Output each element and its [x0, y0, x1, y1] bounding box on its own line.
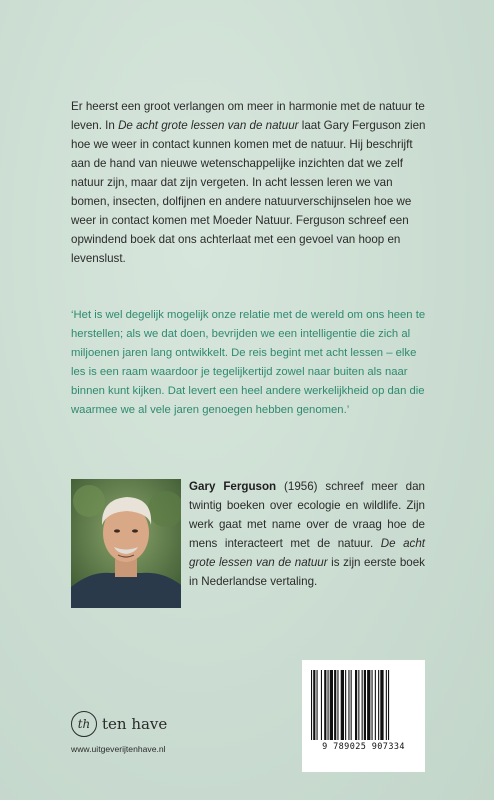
- author-photo: [71, 479, 181, 608]
- publisher-url[interactable]: www.uitgeverijtenhave.nl: [71, 744, 166, 754]
- blurb-text-1: Er heerst een groot verlangen om meer in harmonie met de natuur te leven. In: [71, 100, 425, 132]
- author-bio: [189, 477, 425, 591]
- blurb-text-2: laat Gary Ferguson zien hoe we weer in contact kunnen komen met de natuur. Hij beschrijft aan de hand van nieuwe wetenschappelijke inzichten dat we zelf natuur zijn, maar dat zijn vergeten. In acht lessen leren we van bomen, insecten, dolfijnen en andere natuurverschijnselen hoe we weer in contact komen met Moeder Natuur. Ferguson schreef een opwindend boek dat ons achterlaat met een gevoel van hoop en levenslust.: [71, 119, 426, 265]
- bio-text-2: is zijn eerste boek in Nederlandse vertaling.: [189, 556, 425, 588]
- publisher-name: ten have: [102, 715, 168, 733]
- author-name: Gary Ferguson: [189, 480, 277, 493]
- back-cover-blurb: [71, 97, 427, 268]
- publisher-logo: [71, 710, 167, 738]
- bio-book-title: De acht grote lessen van de natuur: [189, 537, 425, 569]
- barcode-bars-icon: [311, 670, 416, 740]
- blurb-book-title: De acht grote lessen van de natuur: [118, 119, 299, 132]
- isbn-barcode: [302, 660, 425, 772]
- publisher-mark-icon: th: [71, 711, 97, 737]
- author-quote: ‘Het is wel degelijk mogelijk onze relatie met de wereld om ons heen te herstellen; als we dat doen, bevrijden we een intelligentie die zich al miljoenen jaren lang ontwikkelt. De reis begint met acht lessen – elke les is een raam waardoor je tegelijkertijd zowel naar buiten als naar binnen kunt kijken. Dat levert een heel andere werkelijkheid op dan die waarmee we al vele jaren genoegen hebben genomen.’: [71, 309, 426, 416]
- bio-text-1: (1956) schreef meer dan twintig boeken over ecologie en wildlife. Zijn werk gaat met name over de vraag hoe de mens interacteert met de natuur.: [189, 480, 425, 550]
- isbn-number: 9 789025 907334: [322, 742, 405, 752]
